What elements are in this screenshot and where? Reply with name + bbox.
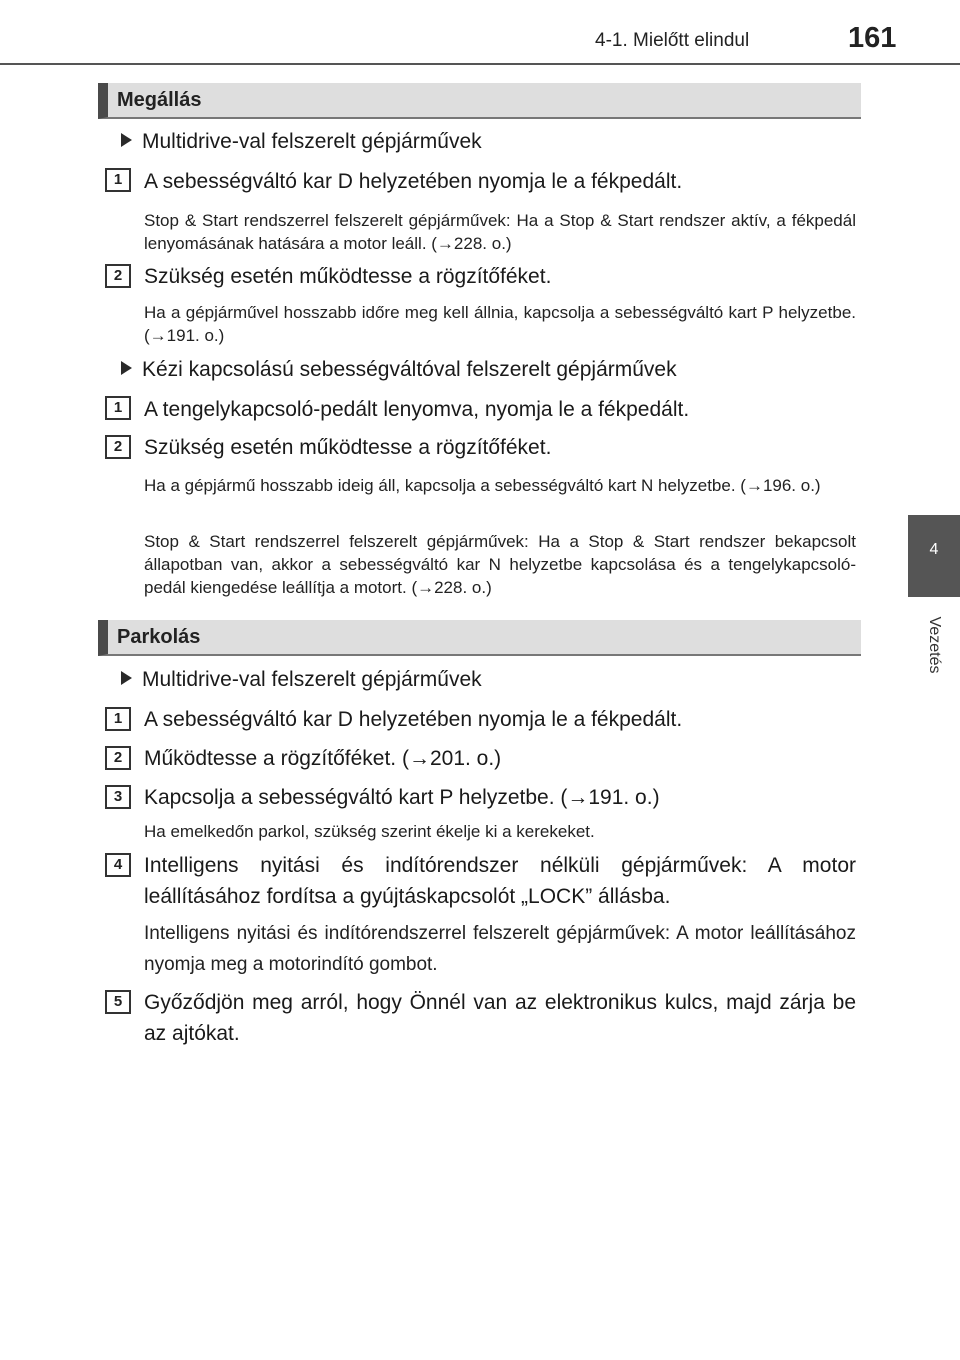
step-number: 3	[105, 785, 131, 809]
step-text: Működtesse a rögzítőféket. (→201. o.)	[144, 747, 502, 770]
chapter-tab	[908, 515, 960, 597]
section-title: 4-1. Mielőtt elindul	[595, 30, 750, 51]
condition-text: Kézi kapcsolású sebességváltóval felszerelt gépjárművek	[142, 358, 677, 381]
step-text: Intelligens nyitási és indítórendszer nélküli gépjárművek: A motor leállításához fordítsa a gyújtáskapcsolót „LOCK” állásba.	[144, 854, 856, 908]
section-heading-megallas	[98, 83, 861, 119]
step-number: 2	[105, 746, 131, 770]
step-note: Stop & Start rendszerrel felszerelt gépjárművek: Ha a Stop & Start rendszer aktív, a fékpedál lenyomásának hatására a motor leáll. (→228. o.)	[144, 211, 856, 253]
step-note: Stop & Start rendszerrel felszerelt gépjárművek: Ha a Stop & Start rendszer bekapcsolt állapotban van, akkor a sebességváltó kar N helyzetbe kapcsolása és a tengelykapcsoló-pedál kiengedése leállítja a motort. (→228. o.)	[144, 532, 856, 597]
step-number: 2	[105, 264, 131, 288]
section-heading-text: Megállás	[117, 89, 202, 111]
page-number: 161	[848, 22, 897, 54]
condition-item	[121, 130, 482, 154]
step-number: 1	[105, 396, 131, 420]
step-number: 2	[105, 435, 131, 459]
step-text: Kapcsolja a sebességváltó kart P helyzetbe. (→191. o.)	[144, 786, 660, 809]
chapter-number: 4	[929, 541, 939, 558]
step-note: Intelligens nyitási és indítórendszerrel felszerelt gépjárművek: A motor leállításához nyomja meg a motorindító gombot.	[144, 923, 856, 975]
triangle-bullet-icon	[121, 671, 132, 685]
triangle-bullet-icon	[121, 133, 132, 147]
step-text: A tengelykapcsoló-pedált lenyomva, nyomja le a fékpedált.	[144, 398, 690, 421]
step-note: Ha a gépjárművel hosszabb időre meg kell állnia, kapcsolja a sebességváltó kart P helyzetbe. (→191. o.)	[144, 303, 856, 345]
step-number: 4	[105, 853, 131, 877]
condition-text: Multidrive-val felszerelt gépjárművek	[142, 668, 482, 691]
condition-text: Multidrive-val felszerelt gépjárművek	[142, 130, 482, 153]
step-text: A sebességváltó kar D helyzetében nyomja le a fékpedált.	[144, 708, 683, 731]
section-heading-text: Parkolás	[117, 626, 201, 648]
step-note: Ha emelkedőn parkol, szükség szerint ékelje ki a kerekeket.	[144, 822, 595, 841]
step-note: Ha a gépjármű hosszabb ideig áll, kapcsolja a sebességváltó kart N helyzetbe. (→196. o.)	[144, 476, 821, 495]
section-heading-parkolas	[98, 620, 861, 656]
step-text: Szükség esetén működtesse a rögzítőféket.	[144, 265, 552, 288]
step-number: 1	[105, 707, 131, 731]
step-text: A sebességváltó kar D helyzetében nyomja le a fékpedált.	[144, 170, 683, 193]
condition-item	[121, 668, 482, 692]
step-text: Győződjön meg arról, hogy Önnél van az elektronikus kulcs, majd zárja be az ajtókat.	[144, 991, 856, 1045]
step-text: Szükség esetén működtesse a rögzítőféket.	[144, 436, 552, 459]
step-number: 1	[105, 168, 131, 192]
header-rule	[0, 63, 960, 65]
triangle-bullet-icon	[121, 361, 132, 375]
chapter-label: Vezetés	[926, 616, 943, 674]
step-number: 5	[105, 990, 131, 1014]
condition-item	[121, 358, 677, 382]
